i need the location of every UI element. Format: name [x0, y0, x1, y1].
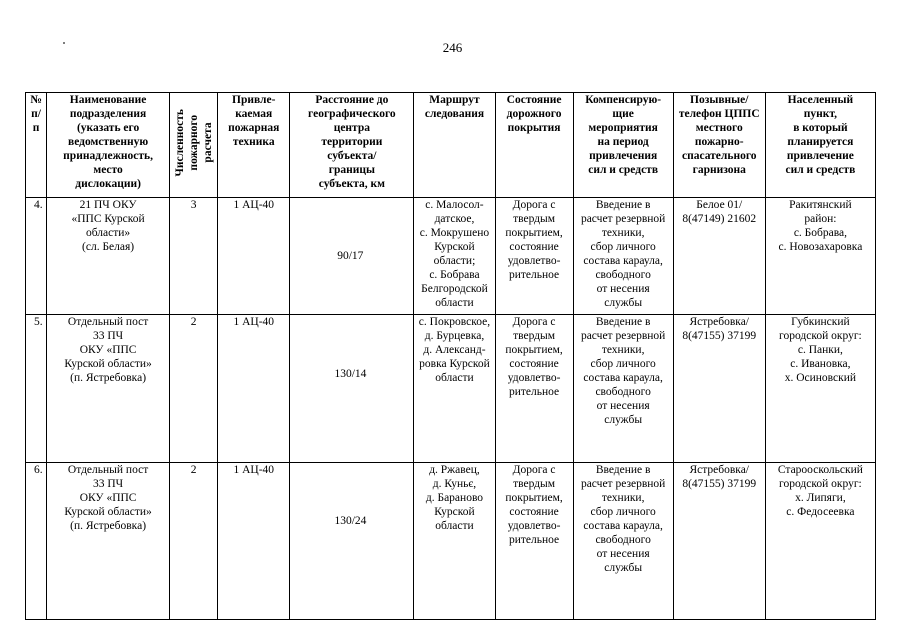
row-route: д. Ржавец, д. Куньє, д. Бараново Курской области	[414, 463, 495, 620]
row-road: Дорога с твердым покрытием, состояние удовлетво- рительное	[495, 198, 573, 315]
row-num: 6.	[26, 463, 47, 620]
row-distance: 130/14	[290, 315, 414, 463]
row-num: 5.	[26, 315, 47, 463]
row-route: с. Малосол- датское, с. Мокрушено Курской области; с. Бобрава Белгородской области	[414, 198, 495, 315]
row-unit: Отдельный пост 33 ПЧ ОКУ «ППС Курской области» (п. Ястребовка)	[47, 315, 170, 463]
row-road: Дорога с твердым покрытием, состояние удовлетво- рительное	[495, 463, 573, 620]
row-unit: 21 ПЧ ОКУ «ППС Курской области» (сл. Белая)	[47, 198, 170, 315]
table-row	[26, 463, 876, 620]
header-distance: Расстояние до географического центра территории субъекта/ границы субъекта, км	[290, 93, 414, 198]
header-crew-label: Численность пожарного расчета	[173, 109, 214, 177]
row-measures: Введение в расчет резервной техники, сбор личного состава караула, свободного от несения службы	[573, 315, 673, 463]
row-settlement: Ракитянский район: с. Бобрава, с. Новозахаровка	[765, 198, 875, 315]
row-measures: Введение в расчет резервной техники, сбор личного состава караула, свободного от несения службы	[573, 198, 673, 315]
row-settlement: Губкинский городской округ: с. Панки, с. Ивановка, х. Осиновский	[765, 315, 875, 463]
row-equipment: 1 АЦ-40	[218, 463, 290, 620]
header-num: № п/п	[26, 93, 47, 198]
row-crew: 2	[170, 463, 218, 620]
row-road: Дорога с твердым покрытием, состояние удовлетво- рительное	[495, 315, 573, 463]
header-row	[26, 93, 876, 198]
row-route: с. Покровское, д. Бурцевка, д. Александ- ровка Курской области	[414, 315, 495, 463]
row-distance: 130/24	[290, 463, 414, 620]
fire-units-table	[25, 92, 876, 620]
header-unit: Наименование подразделения (указать его ведомственную принадлежность, место дислокации)	[47, 93, 170, 198]
row-equipment: 1 АЦ-40	[218, 198, 290, 315]
row-unit: Отдельный пост 33 ПЧ ОКУ «ППС Курской области» (п. Ястребовка)	[47, 463, 170, 620]
header-equipment: Привле- каемая пожарная техника	[218, 93, 290, 198]
row-equipment: 1 АЦ-40	[218, 315, 290, 463]
row-settlement: Старооскольский городской округ: х. Липяги, с. Федосеевка	[765, 463, 875, 620]
row-measures: Введение в расчет резервной техники, сбор личного состава караула, свободного от несения службы	[573, 463, 673, 620]
header-measures: Компенсирую- щие мероприятия на период привлечения сил и средств	[573, 93, 673, 198]
page-number: 246	[442, 40, 463, 55]
header-road: Состояние дорожного покрытия	[495, 93, 573, 198]
row-callsign: Ястребовка/ 8(47155) 37199	[673, 463, 765, 620]
table-row	[26, 315, 876, 463]
row-num: 4.	[26, 198, 47, 315]
row-distance: 90/17	[290, 198, 414, 315]
row-crew: 2	[170, 315, 218, 463]
header-callsign: Позывные/ телефон ЦППС местного пожарно- спасательного гарнизона	[673, 93, 765, 198]
header-settlement: Населенный пункт, в который планируется привлечение сил и средств	[765, 93, 875, 198]
table-row	[26, 198, 876, 315]
header-route: Маршрут следования	[414, 93, 495, 198]
row-callsign: Ястребовка/ 8(47155) 37199	[673, 315, 765, 463]
header-crew	[170, 93, 218, 198]
row-crew: 3	[170, 198, 218, 315]
row-callsign: Белое 01/ 8(47149) 21602	[673, 198, 765, 315]
